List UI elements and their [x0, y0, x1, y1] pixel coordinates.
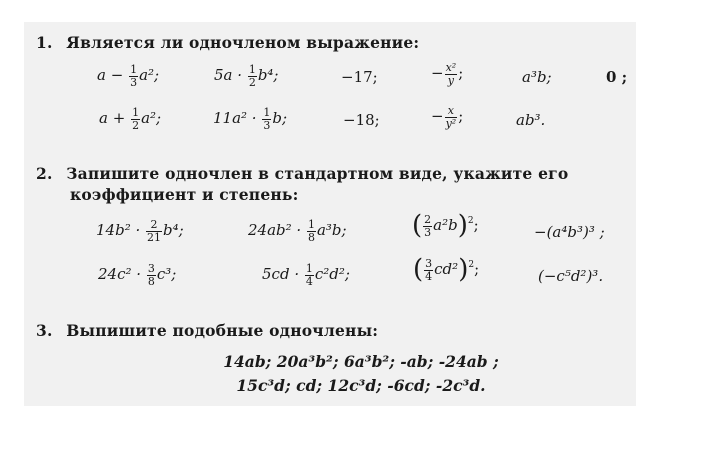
- expr-text: b;: [272, 109, 288, 128]
- expr-text: a +: [99, 109, 126, 128]
- denominator: 2: [248, 75, 256, 89]
- fraction: [129, 64, 138, 88]
- exponent: 2: [468, 260, 475, 271]
- numerator: 1: [307, 218, 315, 231]
- denominator: 3: [263, 118, 271, 132]
- numerator: 2: [146, 219, 162, 232]
- task-1-heading: [36, 33, 419, 52]
- expr-text: ;: [473, 216, 479, 235]
- task-3-heading: [36, 321, 378, 340]
- expr-text: a³b;: [316, 221, 347, 240]
- denominator: 21: [147, 230, 162, 244]
- expr-text: −: [431, 107, 444, 126]
- denominator: 2: [132, 118, 140, 132]
- fraction: [305, 263, 314, 287]
- fraction: [146, 219, 162, 243]
- expr-text: −: [431, 64, 444, 83]
- fraction: [445, 62, 458, 86]
- numerator: 1: [130, 63, 138, 76]
- task-1-row-2-expr-e: [516, 113, 545, 128]
- expr-text: −18;: [343, 111, 380, 129]
- task-3-line-1: [0, 352, 722, 371]
- denominator: 3: [130, 75, 138, 89]
- fraction: [262, 107, 271, 131]
- denominator: y²: [445, 116, 457, 130]
- task-2-prompt-line-2: коэффициент и степень:: [70, 185, 299, 204]
- numerator: 1: [132, 106, 140, 119]
- task-2-row-1-expr-d: [534, 225, 605, 240]
- expr-text: ab³.: [516, 111, 546, 129]
- expr-text: a²b: [433, 216, 458, 235]
- numerator: 2: [424, 213, 432, 226]
- expr-text: ;: [458, 107, 464, 126]
- fraction: [424, 258, 433, 282]
- numerator: 1: [263, 106, 271, 119]
- task-1-row-2-expr-c: [343, 113, 380, 128]
- numerator: 3: [147, 262, 155, 275]
- expr-text: 5a ·: [214, 66, 243, 85]
- expr-text: ;: [474, 260, 480, 279]
- expr-text: −17;: [341, 68, 378, 86]
- task-1-row-2-expr-a: [99, 107, 161, 131]
- task-2-prompt-line-1: Запишите одночлен в стандартном виде, укажите его: [66, 164, 569, 183]
- task-2-row-1-expr-a: [96, 219, 184, 243]
- task-2-row-2-expr-d: [538, 269, 603, 284]
- denominator: y: [447, 73, 454, 87]
- task-2-heading: [36, 164, 568, 183]
- denominator: 4: [305, 274, 313, 288]
- numerator: x: [445, 105, 458, 118]
- monomial-list: 15c³d; cd; 12c³d; -6cd; -2c³d.: [236, 376, 486, 395]
- task-2-row-2-expr-b: [262, 263, 350, 287]
- expr-text: c³;: [156, 265, 177, 284]
- task-3-prompt: Выпишите подобные одночлены:: [66, 321, 379, 340]
- monomial-list: 14ab; 20a³b²; 6a³b²; -ab; -24ab ;: [223, 352, 499, 371]
- expr-text: a −: [97, 66, 124, 85]
- expr-text: c²d²;: [314, 265, 350, 284]
- exponent: 2: [467, 216, 474, 227]
- fraction: [307, 219, 316, 243]
- denominator: 4: [425, 269, 433, 283]
- expr-text: cd²: [434, 260, 459, 279]
- expr-text: b⁴;: [163, 221, 184, 240]
- fraction: [147, 263, 156, 287]
- task-2-number: 2.: [36, 164, 53, 183]
- fraction: [131, 107, 140, 131]
- left-paren: (: [412, 210, 423, 241]
- expr-text: a²;: [139, 66, 160, 85]
- numerator: 1: [305, 262, 313, 275]
- expr-text: (−c⁵d²)³.: [538, 267, 604, 285]
- task-1-number: 1.: [36, 33, 53, 52]
- expr-text: a³b;: [522, 68, 552, 86]
- expr-text: 0 ;: [606, 68, 628, 86]
- fraction: [248, 64, 257, 88]
- denominator: 3: [424, 225, 432, 239]
- left-paren: (: [413, 254, 424, 285]
- expr-text: 11a² ·: [213, 109, 257, 128]
- task-2-row-1-expr-c: [412, 210, 479, 241]
- task-1-row-1-expr-b: [214, 64, 278, 88]
- task-3-line-2: [0, 376, 722, 395]
- task-1-row-2-expr-d: [431, 105, 463, 129]
- expr-text: a²;: [141, 109, 162, 128]
- expr-text: ;: [458, 64, 464, 83]
- denominator: 8: [147, 274, 155, 288]
- right-paren: ): [458, 254, 469, 285]
- task-2-row-2-expr-a: [98, 263, 176, 287]
- expr-text: 14b² ·: [96, 221, 141, 240]
- expr-text: b⁴;: [257, 66, 279, 85]
- expr-text: 24c² ·: [98, 265, 142, 284]
- denominator: 8: [307, 230, 315, 244]
- numerator: x²: [445, 61, 457, 74]
- task-1-row-1-expr-e: [522, 70, 552, 85]
- right-paren: ): [457, 210, 468, 241]
- expr-text: 24ab² ·: [248, 221, 302, 240]
- fraction: [445, 105, 458, 129]
- fraction: [423, 214, 432, 238]
- task-1-row-1-expr-a: [97, 64, 159, 88]
- task-1-row-1-expr-d: [431, 62, 463, 86]
- task-1-row-1-expr-c: [341, 70, 378, 85]
- numerator: 3: [425, 257, 433, 270]
- task-3-number: 3.: [36, 321, 53, 340]
- numerator: 1: [248, 63, 256, 76]
- task-2-row-1-expr-b: [248, 219, 347, 243]
- task-1-row-1-expr-f: [606, 70, 627, 85]
- expr-text: −(a⁴b³)³ ;: [534, 223, 605, 241]
- task-2-row-2-expr-c: [413, 254, 480, 285]
- expr-text: 5cd ·: [262, 265, 300, 284]
- task-1-prompt: Является ли одночленом выражение:: [66, 33, 420, 52]
- task-1-row-2-expr-b: [213, 107, 287, 131]
